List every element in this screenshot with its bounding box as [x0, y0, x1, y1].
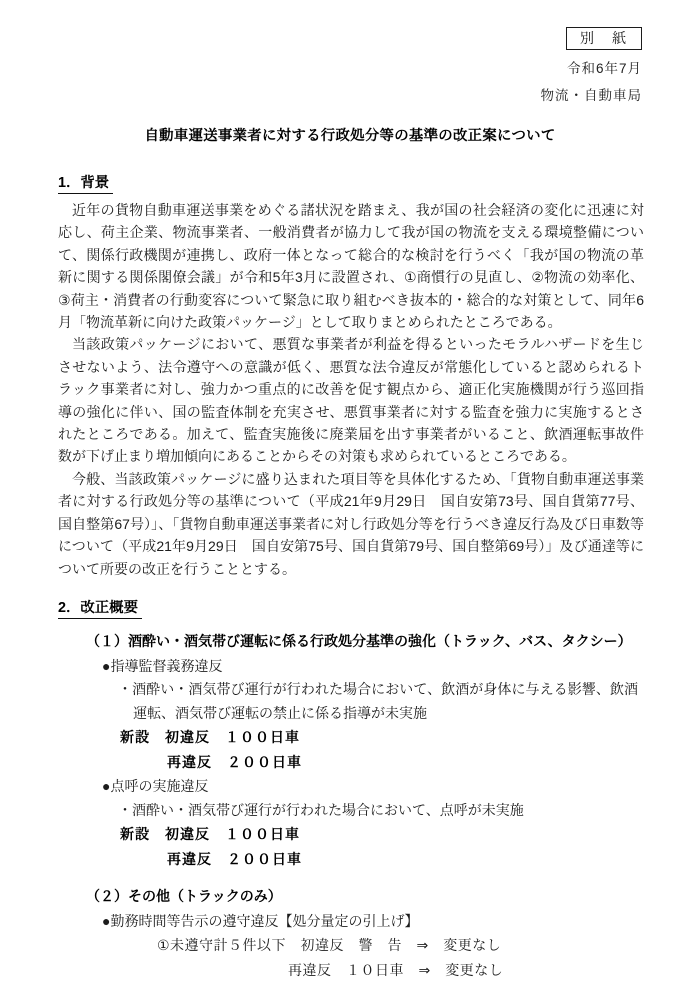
paragraph: 今般、当該政策パッケージに盛り込まれた項目等を具体化するため、「貨物自動車運送事業者に対する行政処分等の基準について（平成21年9月29日 国自安第73号、国自貨第77号、国自整第67号）」、「貨物自動車運送事業者に対し行政処分等を行うべき違反行為及び日車数等について（平成21年9月29日 国自安第75号、国自貨第79号、国自整第69号）」及び通達等について所要の改正を行うこととする。 [58, 470, 644, 577]
subsection2-heading: （２）その他（トラックのみ） [86, 888, 282, 905]
section1-heading-text: 1．背景 [58, 171, 113, 194]
section1-heading [58, 171, 642, 194]
penalty-repeat-violation: 再違反 ２００日車 [167, 850, 302, 867]
section2-heading [58, 596, 642, 619]
document-title: 自動車運送事業者に対する行政処分等の基準の改正案について [144, 128, 556, 144]
document-date: 令和6年7月 [566, 61, 642, 76]
bullet-detail: ・酒酔い・酒気帯び運行が行われた場合において、飲酒が身体に与える影響、飲酒運転、酒気帯び運転の禁止に係る指導が未実施 [118, 681, 638, 721]
issuing-organization: 物流・自動車局 [540, 88, 642, 103]
penalty-case-line1: ①未遵守計５件以下 初違反 警 告 ⇒ 変更なし [157, 937, 502, 954]
section1-body [58, 199, 642, 580]
subsection1-heading: （１）酒酔い・酒気帯び運転に係る行政処分基準の強化（トラック、バス、タクシー） [86, 632, 632, 649]
penalty-repeat-violation: 再違反 ２００日車 [167, 753, 302, 770]
section2-body [58, 629, 642, 983]
penalty-first-violation: 新設 初違反 １００日車 [120, 826, 300, 843]
bullet-supervision-violation: ●指導監督義務違反 [102, 657, 223, 674]
header-block [58, 27, 642, 50]
bullet-working-hours-violation: ●勤務時間等告示の遵守違反【処分量定の引上げ】 [102, 912, 419, 929]
attachment-tag: 別 紙 [566, 27, 642, 50]
penalty-first-violation: 新設 初違反 １００日車 [120, 728, 300, 745]
bullet-detail: ・酒酔い・酒気帯び運行が行われた場合において、点呼が未実施 [118, 801, 524, 818]
section2-heading-text: 2．改正概要 [58, 596, 142, 619]
bullet-rollcall-violation: ●点呼の実施違反 [102, 778, 209, 795]
paragraph: 近年の貨物自動車運送事業をめぐる諸状況を踏まえ、我が国の社会経済の変化に迅速に対応し、荷主企業、物流事業者、一般消費者が協力して我が国の物流を支える環境整備について、関係行政機関が連携し、政府一体となって総合的な検討を行うべく「我が国の物流の革新に関する関係閣僚会議」が令和5年3月に設置され、①商慣行の見直し、②物流の効率化、③荷主・消費者の行動変容について緊急に取り組むべき抜本的・総合的な対策として、同年6月「物流革新に向けた政策パッケージ」として取りまとめられたところである。 [58, 202, 644, 331]
paragraph: 当該政策パッケージにおいて、悪質な事業者が利益を得るといったモラルハザードを生じさせないよう、法令遵守への意識が低く、悪質な法令違反が常態化していると認められるトラック事業者に対し、強力かつ重点的に改善を促す観点から、適正化実施機関が行う巡回指導の強化に伴い、国の監査体制を充実させ、悪質事業者に対する監査を強力に実施するとされたところである。加えて、監査実施後に廃業届を出す事業者がいること、飲酒運転事故件数が下げ止まり増加傾向にあることからその対策も求められているところである。 [58, 336, 644, 465]
penalty-case-line2: 再違反 １０日車 ⇒ 変更なし [288, 962, 504, 979]
